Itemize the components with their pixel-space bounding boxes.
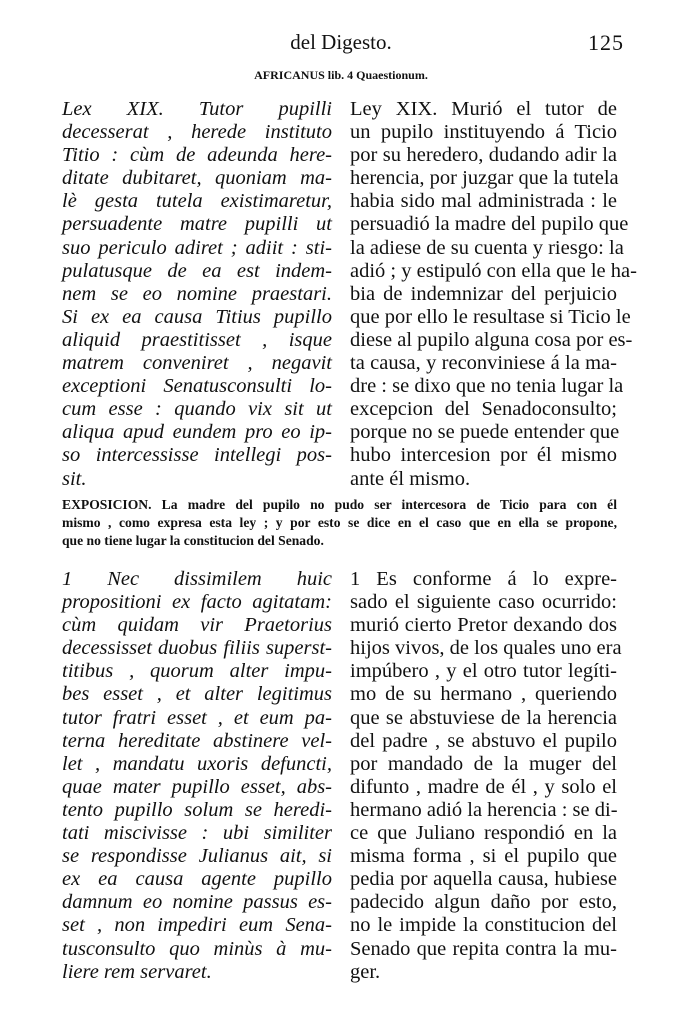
text-line: EXPOSICION. La madre del pupilo no pudo ser intercesora de Ticio para con él bbox=[62, 497, 617, 512]
text-line: suo periculo adiret ; adiit : sti- bbox=[62, 236, 332, 259]
text-line: decesserat , herede instituto bbox=[62, 121, 332, 144]
text-line: misma forma , si el pupilo que bbox=[350, 845, 617, 868]
page-number: 125 bbox=[588, 30, 624, 55]
text-line: cum esse : quando vix sit ut bbox=[62, 398, 332, 421]
text-line: aliqua apud eundem pro eo ip- bbox=[62, 421, 332, 444]
text-line: se respondisse Julianus ait, si bbox=[62, 845, 332, 868]
text-line: no le impide la constitucion del bbox=[350, 914, 617, 937]
text-line: liere rem servaret. bbox=[62, 960, 212, 983]
text-line: la adiese de su cuenta y riesgo: la bbox=[350, 236, 624, 259]
text-line: por su heredero, dudando adir la bbox=[350, 144, 617, 167]
text-line: padecido algun daño por esto, bbox=[350, 891, 617, 914]
text-line: tusconsulto quo minùs à mu- bbox=[62, 937, 332, 960]
text-line: tutor fratri esset , et eum pa- bbox=[62, 706, 332, 729]
text-line: un pupilo instituyendo á Ticio bbox=[350, 121, 617, 144]
text-line: mo de su hermano , queriendo bbox=[350, 683, 617, 706]
text-line: persuadente matre pupilli ut bbox=[62, 213, 332, 236]
text-line: pedia por aquella causa, hubiese bbox=[350, 868, 617, 891]
text-line: mismo , como expresa esta ley ; y por esto se dice en el caso que en ella se propone, bbox=[62, 515, 617, 530]
text-line: que por ello le resultase si Ticio le bbox=[350, 305, 631, 328]
text-line: ta causa, y reconviniese á la ma- bbox=[350, 352, 617, 375]
text-line: 1 Nec dissimilem huic bbox=[62, 568, 332, 590]
text-line: del padre , se abstuvo el pupilo bbox=[350, 729, 617, 752]
text-line: bia de indemnizar del perjuicio bbox=[350, 282, 617, 305]
text-line: terna hereditate abstinere vel- bbox=[62, 729, 332, 752]
text-line: set , non impediri eum Sena- bbox=[62, 914, 332, 937]
text-line: 1 Es conforme á lo expre- bbox=[350, 568, 617, 590]
text-line: herencia, por juzgar que la tutela bbox=[350, 167, 619, 190]
text-line: damnum eo nomine passus es- bbox=[62, 891, 332, 914]
page-running-title: del Digesto. bbox=[290, 30, 392, 54]
text-line: impúbero , y el otro tutor legíti- bbox=[350, 660, 617, 683]
text-line: dre : se dixo que no tenia lugar la bbox=[350, 375, 624, 398]
text-line: difunto , madre de él , y solo el bbox=[350, 775, 617, 798]
text-line: Senado que repita contra la mu- bbox=[350, 937, 617, 960]
text-line: lè gesta tutela existimaretur, bbox=[62, 190, 332, 213]
text-line: hubo intercesion por él mismo bbox=[350, 444, 617, 467]
text-line: Si ex ea causa Titius pupillo bbox=[62, 305, 332, 328]
text-line: matrem conveniret , negavit bbox=[62, 352, 332, 375]
text-line: que se abstuviese de la herencia bbox=[350, 706, 617, 729]
exposition-note bbox=[62, 496, 617, 550]
text-line: bes esset , et alter legitimus bbox=[62, 683, 332, 706]
text-line: so intercessisse intellegi pos- bbox=[62, 444, 332, 467]
text-line: hermano adió la herencia : se di- bbox=[350, 798, 618, 821]
text-line: pulatusque de ea est indem- bbox=[62, 259, 332, 282]
text-line: titibus , quorum alter impu- bbox=[62, 660, 332, 683]
text-line: habia sido mal administrada : le bbox=[350, 190, 617, 213]
text-line: sit. bbox=[62, 467, 87, 490]
text-line: let , mandatu uxoris defuncti, bbox=[62, 752, 332, 775]
text-line: Titio : cùm de adeunda here- bbox=[62, 144, 332, 167]
text-line: hijos vivos, de los quales uno era bbox=[350, 637, 622, 660]
text-line: sado el siguiente caso ocurrido: bbox=[350, 591, 617, 614]
text-line: diese al pupilo alguna cosa por es- bbox=[350, 328, 633, 351]
text-line: cùm quidam vir Praetorius bbox=[62, 614, 332, 637]
text-line: persuadió la madre del pupilo que bbox=[350, 213, 629, 236]
paragraph-1-latin-column bbox=[62, 568, 332, 984]
text-line: porque no se puede entender que bbox=[350, 421, 620, 444]
text-line: por mandado de la muger del bbox=[350, 752, 617, 775]
text-line: que no tiene lugar la constitucion del Senado. bbox=[62, 533, 324, 548]
text-line: propositioni ex facto agitatam: bbox=[62, 591, 332, 614]
text-line: nem se eo nomine praestari. bbox=[62, 282, 332, 305]
text-line: ce que Juliano respondió en la bbox=[350, 822, 617, 845]
text-line: adió ; y estipuló con ella que le ha- bbox=[350, 259, 637, 282]
text-line: quae mater pupillo esset, abs- bbox=[62, 775, 332, 798]
text-line: murió cierto Pretor dexando dos bbox=[350, 614, 617, 637]
text-line: ante él mismo. bbox=[350, 467, 471, 490]
text-line: ex ea causa agente pupillo bbox=[62, 868, 332, 891]
text-line: ditate dubitaret, quoniam ma- bbox=[62, 167, 332, 190]
law-19-spanish-column bbox=[350, 98, 637, 491]
text-line: decessisset duobus filiis superst- bbox=[62, 637, 332, 660]
text-line: Ley XIX. Murió el tutor de bbox=[350, 98, 617, 120]
paragraph-1-spanish-column bbox=[350, 568, 622, 984]
text-line: tati miscivisse : ubi similiter bbox=[62, 822, 332, 845]
text-line: aliquid praestitisset , isque bbox=[62, 328, 332, 351]
law-19-latin-column bbox=[62, 98, 332, 491]
text-line: excepcion del Senadoconsulto; bbox=[350, 398, 617, 421]
text-line: ger. bbox=[350, 960, 381, 983]
section-subtitle: AFRICANUS lib. 4 Quaestionum. bbox=[254, 68, 428, 82]
text-line: tento pupillo solum se heredi- bbox=[62, 798, 332, 821]
text-line: Lex XIX. Tutor pupilli bbox=[62, 98, 332, 120]
text-line: exceptioni Senatusconsulti lo- bbox=[62, 375, 332, 398]
